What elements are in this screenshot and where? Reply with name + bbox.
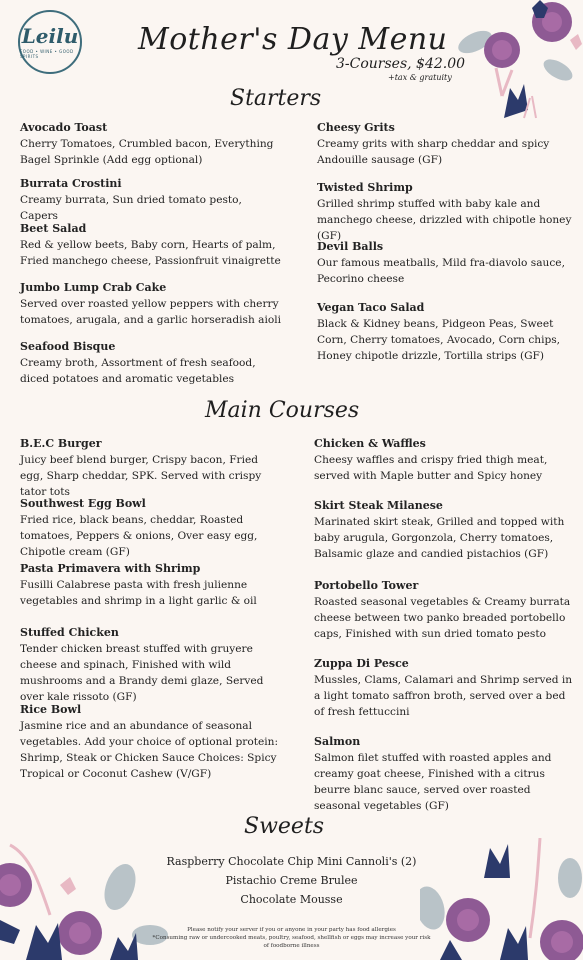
sweet-item: Chocolate Mousse: [240, 893, 343, 906]
consumption-warning: *Consuming raw or undercooked meats, poultry, seafood, shellfish or eggs may increase your risk of foodborne illness: [152, 935, 431, 949]
dish-name: Cheesy Grits: [317, 121, 395, 134]
dish-description: Mussles, Clams, Calamari and Shrimp served in a light tomato saffron broth, served over a bed of fresh fettuccini: [314, 674, 573, 718]
dish-name: Vegan Taco Salad: [317, 301, 425, 314]
main-course-item: [20, 437, 282, 500]
dish-name: Burrata Crostini: [20, 177, 122, 190]
dish-name: Twisted Shrimp: [317, 181, 413, 194]
dish-description: Roasted seasonal vegetables & Creamy burrata cheese between two panko breaded portobello caps, Finished with sun dried tomato pesto: [314, 596, 571, 640]
dish-name: B.E.C Burger: [20, 437, 102, 450]
dish-name: Zuppa Di Pesce: [314, 657, 409, 670]
sweet-item: Raspberry Chocolate Chip Mini Cannoli's (2): [166, 855, 417, 868]
dish-name: Pasta Primavera with Shrimp: [20, 562, 201, 575]
main-course-item: [20, 497, 282, 560]
starter-item: [20, 121, 282, 168]
dish-name: Southwest Egg Bowl: [20, 497, 146, 510]
dish-description: Tender chicken breast stuffed with gruyere cheese and spinach, Finished with wild mushrooms and a Brandy demi glaze, Served over kale rissoto (GF): [20, 643, 264, 703]
dish-name: Portobello Tower: [314, 579, 419, 592]
dish-description: Cherry Tomatoes, Crumbled bacon, Everything Bagel Sprinkle (Add egg optional): [20, 138, 274, 166]
logo-tagline: FOOD • WINE • GOOD SPIRITS: [20, 48, 74, 59]
main-course-item: [314, 735, 576, 814]
price-line: 3-Courses, $42.00: [336, 56, 466, 72]
dish-description: Our famous meatballs, Mild fra-diavolo sauce, Pecorino cheese: [317, 257, 565, 285]
starter-item: [20, 281, 282, 328]
sweet-item: Pistachio Creme Brulee: [225, 874, 358, 887]
starter-item: [317, 301, 579, 364]
dish-description: Black & Kidney beans, Pidgeon Peas, Sweet Corn, Cherry tomatoes, Avocado, Corn chips, Honey chipotle drizzle, Tortilla strips (GF): [317, 318, 561, 362]
sweets-list: [100, 852, 483, 909]
dish-description: Juicy beef blend burger, Crispy bacon, Fried egg, Sharp cheddar, SPK. Served with crispy tator tots: [20, 454, 262, 498]
starter-item: [20, 177, 282, 224]
main-courses-heading: Main Courses: [205, 398, 360, 423]
starter-item: [317, 121, 579, 168]
menu-title: Mother's Day Menu: [138, 22, 448, 57]
dish-description: Fusilli Calabrese pasta with fresh julienne vegetables and shrimp in a light garlic & oil: [20, 579, 257, 607]
starter-item: [317, 181, 579, 244]
logo-name: Leilu: [21, 23, 79, 48]
dish-name: Stuffed Chicken: [20, 626, 119, 639]
starter-item: [317, 240, 579, 287]
dish-description: Creamy grits with sharp cheddar and spicy Andouille sausage (GF): [317, 138, 550, 166]
dish-name: Beet Salad: [20, 222, 87, 235]
dish-description: Served over roasted yellow peppers with cherry tomatoes, arugala, and a garlic horseradish aioli: [20, 298, 282, 326]
dish-description: Jasmine rice and an abundance of seasonal vegetables. Add your choice of optional protein: Shrimp, Steak or Chicken Sauce Choices: Spicy Tropical or Coconut Cashew (V/GF): [20, 720, 279, 780]
starter-item: [20, 340, 282, 387]
dish-description: Creamy broth, Assortment of fresh seafood, diced potatoes and aromatic vegetables: [20, 357, 256, 385]
allergy-note: Please notify your server if you or anyone in your party has food allergies: [187, 927, 396, 933]
footer-notes: [150, 926, 433, 950]
main-course-item: [314, 579, 576, 642]
dish-name: Rice Bowl: [20, 703, 82, 716]
main-course-item: [20, 562, 282, 609]
dish-name: Chicken & Waffles: [314, 437, 426, 450]
dish-name: Skirt Steak Milanese: [314, 499, 443, 512]
main-course-item: [314, 437, 576, 484]
dish-name: Avocado Toast: [20, 121, 108, 134]
dish-description: Fried rice, black beans, cheddar, Roasted tomatoes, Peppers & onions, Over easy egg, Chipotle cream (GF): [20, 514, 258, 558]
dish-name: Devil Balls: [317, 240, 384, 253]
starters-heading: Starters: [230, 86, 322, 111]
main-course-item: [20, 626, 282, 705]
dish-description: Creamy burrata, Sun dried tomato pesto, Capers: [20, 194, 242, 222]
sweets-heading: Sweets: [244, 814, 325, 839]
restaurant-logo: [18, 10, 82, 74]
dish-description: Grilled shrimp stuffed with baby kale and manchego cheese, drizzled with chipotle honey (GF): [317, 198, 572, 242]
dish-description: Marinated skirt steak, Grilled and topped with baby arugula, Gorgonzola, Cherry tomatoes, Balsamic glaze and candied pistachios (GF): [314, 516, 565, 560]
dish-description: Salmon filet stuffed with roasted apples and creamy goat cheese, Finished with a citrus beurre blanc sauce, served over roasted seasonal vegetables (GF): [314, 752, 552, 812]
starter-item: [20, 222, 282, 269]
dish-description: Red & yellow beets, Baby corn, Hearts of palm, Fried manchego cheese, Passionfruit vinaigrette: [20, 239, 281, 267]
dish-name: Seafood Bisque: [20, 340, 116, 353]
dish-name: Salmon: [314, 735, 361, 748]
tax-note: +tax & gratuity: [388, 73, 452, 82]
dish-name: Jumbo Lump Crab Cake: [20, 281, 167, 294]
main-course-item: [314, 657, 576, 720]
main-course-item: [20, 703, 282, 782]
dish-description: Cheesy waffles and crispy fried thigh meat, served with Maple butter and Spicy honey: [314, 454, 548, 482]
main-course-item: [314, 499, 576, 562]
